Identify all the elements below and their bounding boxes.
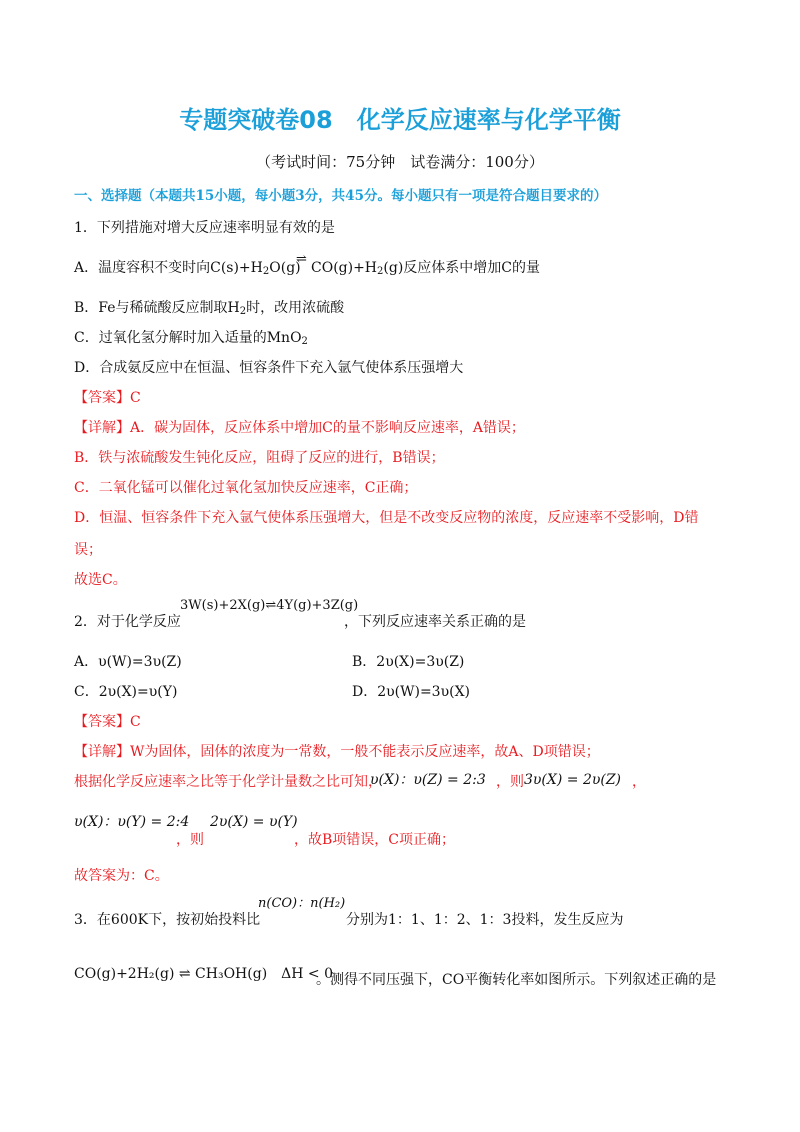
- q1-option-c: C．过氧化氢分解时加入适量的MnO$_2$: [74, 330, 308, 347]
- q2-option-b: B．2υ(X)=3υ(Z): [352, 654, 465, 670]
- q2-answer: 【答案】C: [74, 714, 141, 730]
- exam-info: （考试时间：75分钟 试卷满分：100分）: [256, 153, 544, 171]
- q1-option-a-arrow: ⇌: [296, 252, 307, 267]
- q1-detail-6: 故选C。: [74, 572, 127, 588]
- q2-option-c: C．2υ(X)=υ(Y): [74, 684, 178, 700]
- q2-stem-post: ，下列反应速率关系正确的是: [344, 614, 526, 630]
- q3-stem-2: 。测得不同压强下，CO平衡转化率如图所示。下列叙述正确的是: [316, 972, 717, 988]
- q2-detail-3: ，故B项错误，C项正确；: [294, 832, 455, 848]
- q3-stem-post: 分别为1：1、1：2、1：3投料，发生反应为: [346, 912, 624, 928]
- q2-option-d: D．2υ(W)=3υ(X): [352, 684, 470, 700]
- q2-comma: ，: [632, 774, 646, 790]
- q2-then-1: ，则: [496, 774, 524, 790]
- q1-stem: 1．下列措施对增大反应速率明显有效的是: [74, 220, 335, 236]
- section-heading: 一、选择题（本题共15小题，每小题3分，共45分。每小题只有一项是符合题目要求的）: [74, 188, 607, 204]
- q1-option-a-rest: $CO(g)+H_2(g)$反应体系中增加C的量: [311, 260, 540, 277]
- q1-detail-1: 【详解】A．碳为固体，反应体系中增加C的量不影响反应速率，A错误；: [74, 420, 525, 436]
- q1-detail-2: B．铁与浓硫酸发生钝化反应，阻碍了反应的进行，B错误；: [74, 450, 445, 466]
- page-title: 专题突破卷08 化学反应速率与化学平衡: [179, 106, 621, 134]
- q2-stem-pre: 2．对于化学反应: [74, 614, 181, 630]
- q2-then-2: ，则: [176, 832, 204, 848]
- q2-detail-1: 【详解】W为固体，固体的浓度为一常数，一般不能表示反应速率，故A、D项错误；: [74, 744, 600, 760]
- q2-formula-4: 2υ(X) = υ(Y): [210, 814, 298, 830]
- q3-reaction: CO(g)+2H₂(g) ⇌ CH₃OH(g) ΔH < 0: [74, 966, 334, 982]
- q1-detail-4: D．恒温、恒容条件下充入氩气使体系压强增大，但是不改变反应物的浓度，反应速率不受影响，D错: [74, 510, 699, 526]
- q3-ratio: n(CO)：n(H₂): [258, 896, 346, 911]
- q2-formula-3: υ(X)：υ(Y) = 2:4: [74, 814, 190, 830]
- q1-option-a: A．温度容积不变时向$C(s)+H_2O(g)$: [74, 260, 301, 277]
- q2-formula-1: υ(X)：υ(Z) = 2:3: [370, 772, 486, 788]
- q2-equation: 3W(s)+2X(g)⇌4Y(g)+3Z(g): [180, 598, 359, 613]
- q1-detail-3: C．二氧化锰可以催化过氧化氢加快反应速率，C正确；: [74, 480, 418, 496]
- q2-option-a: A．υ(W)=3υ(Z): [74, 654, 182, 670]
- q2-formula-2: 3υ(X) = 2υ(Z): [524, 772, 622, 788]
- q1-option-d: D．合成氨反应中在恒温、恒容条件下充入氩气使体系压强增大: [74, 360, 464, 376]
- q2-detail-4: 故答案为：C。: [74, 868, 169, 884]
- q3-stem-pre: 3．在600K下，按初始投料比: [74, 912, 261, 928]
- q1-detail-5: 误；: [74, 542, 102, 558]
- q1-option-b: B．Fe与稀硫酸反应制取$H_2$时，改用浓硫酸: [74, 300, 345, 317]
- q1-answer: 【答案】C: [74, 390, 141, 406]
- q2-detail-2: 根据化学反应速率之比等于化学计量数之比可知，: [74, 774, 382, 790]
